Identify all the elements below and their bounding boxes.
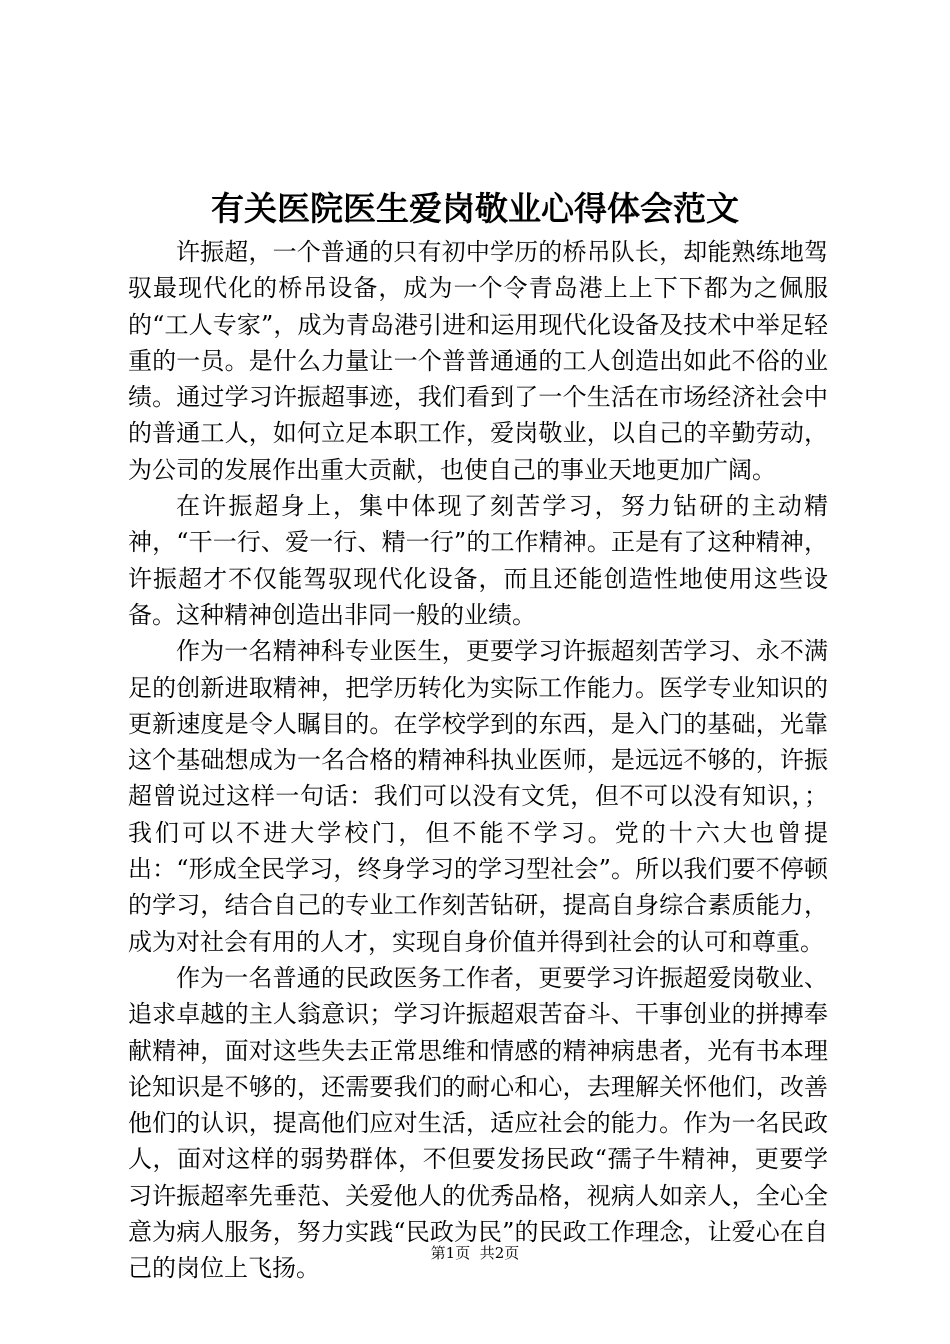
paragraph-3: 作为一名精神科专业医生，更要学习许振超刻苦学习、永不满足的创新进取精神，把学历转化为实际工作能力。医学专业知识的更新速度是令人瞩目的。在学校学到的东西，是入门的基础，光靠这个基础想成为一名合格的精神科执业医师，是远远不够的，许振超曾说过这样一句话：我们可以没有文凭，但不可以没有知识，；我们可以不进大学校门，但不能不学习。党的十六大也曾提出：“形成全民学习，终身学习的学习型社会”。所以我们要不停顿的学习，结合自己的专业工作刻苦钻研，提高自身综合素质能力，成为对社会有用的人才，实现自身价值并得到社会的认可和尊重。 — [128, 637, 828, 956]
page-total: 共2页 — [479, 1244, 520, 1262]
footer-separator — [470, 1244, 480, 1262]
page-footer — [0, 1243, 950, 1263]
page-number: 第1页 — [430, 1244, 471, 1262]
paragraph-4: 作为一名普通的民政医务工作者，更要学习许振超爱岗敬业、追求卓越的主人翁意识；学习许振超艰苦奋斗、干事创业的拼搏奉献精神，面对这些失去正常思维和情感的精神病患者，光有书本理论知识是不够的，还需要我们的耐心和心，去理解关怀他们，改善他们的认识，提高他们应对生活，适应社会的能力。作为一名民政人，面对这样的弱势群体，不但要发扬民政“孺子牛精神，更要学习许振超率先垂范、关爱他人的优秀品格，视病人如亲人，全心全意为病人服务，努力实践“民政为民”的民政工作理念，让爱心在自己的岗位上飞扬。 — [128, 963, 828, 1283]
paragraph-2: 在许振超身上，集中体现了刻苦学习，努力钻研的主动精神，“干一行、爱一行、精一行”的工作精神。正是有了这种精神，许振超才不仅能驾驭现代化设备，而且还能创造性地使用这些设备。这种精神创造出非同一般的业绩。 — [128, 492, 828, 629]
document-title: 有关医院医生爱岗敬业心得体会范文 — [211, 189, 739, 228]
document-body — [128, 234, 828, 1287]
paragraph-1: 许振超，一个普通的只有初中学历的桥吊队长，却能熟练地驾驭最现代化的桥吊设备，成为一个令青岛港上上下下都为之佩服的“工人专家”，成为青岛港引进和运用现代化设备及技术中举足轻重的一员。是什么力量让一个普普通通的工人创造出如此不俗的业绩。通过学习许振超事迹，我们看到了一个生活在市场经济社会中的普通工人，如何立足本职工作，爱岗敬业，以自己的辛勤劳动，为公司的发展作出重大贡献，也使自己的事业天地更加广阔。 — [128, 238, 828, 484]
